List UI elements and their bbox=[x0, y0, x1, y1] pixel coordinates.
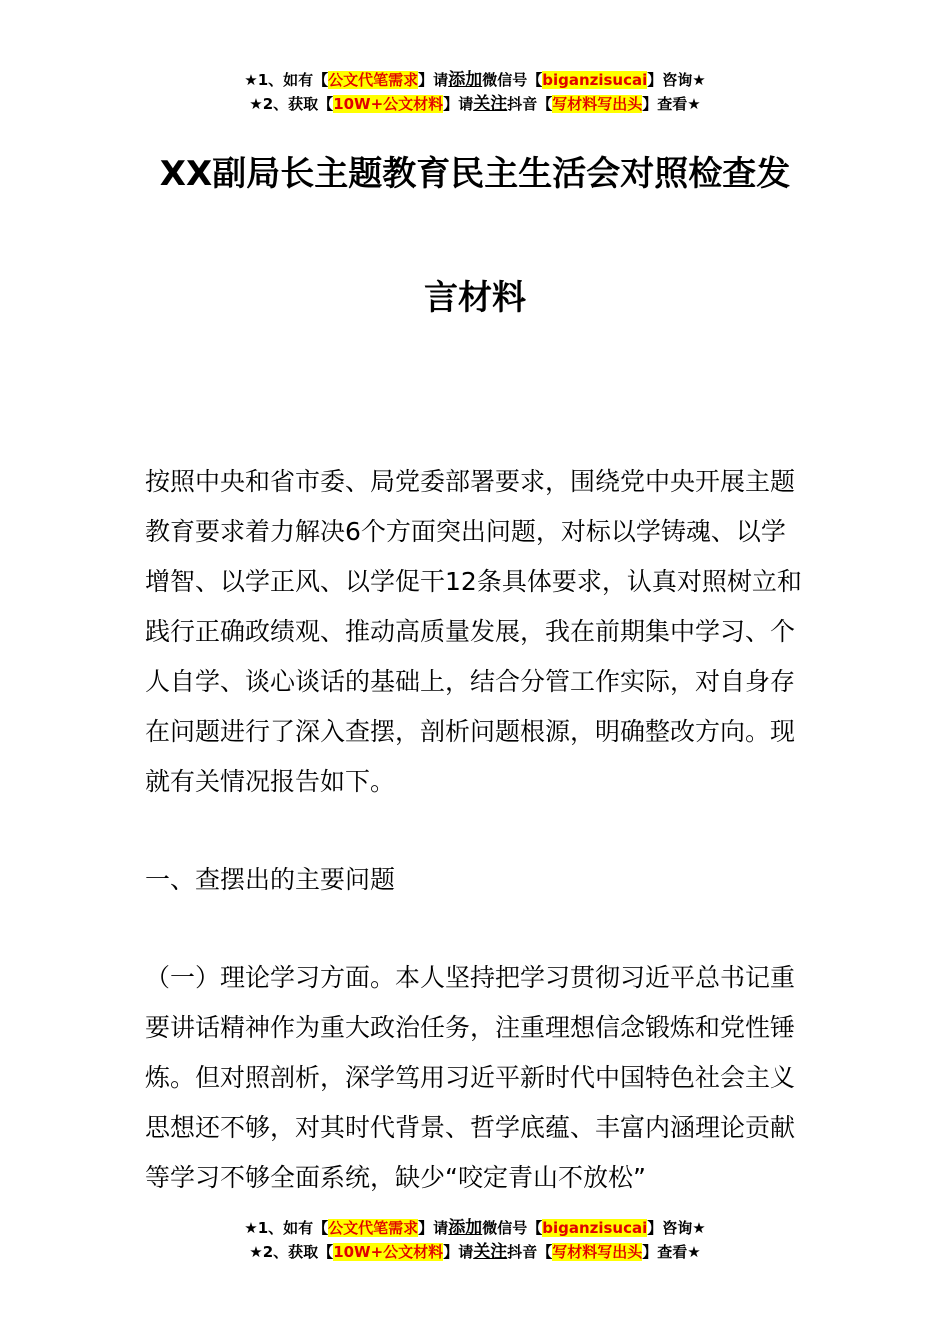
promo-text: 】请 bbox=[443, 1243, 474, 1261]
promo-text: 抖音【 bbox=[507, 1243, 553, 1261]
promo-text: 微信号【 bbox=[482, 1219, 543, 1237]
promo-line-1 bbox=[0, 68, 950, 92]
promo-highlight: 写材料写出头 bbox=[552, 1243, 643, 1261]
promo-text: 微信号【 bbox=[482, 71, 543, 89]
promo-underlined: 关注 bbox=[473, 94, 508, 114]
promo-text: ★1、如有【 bbox=[244, 1219, 329, 1237]
promo-highlight: 写材料写出头 bbox=[552, 95, 643, 113]
promo-text: ★2、获取【 bbox=[249, 95, 334, 113]
body-paragraph-intro bbox=[145, 457, 810, 807]
document-title-line-2: 言材料 bbox=[424, 278, 526, 318]
paragraph-text: （一）理论学习方面。本人坚持把学习贯彻习近平总书记重要讲话精神作为重大政治任务，注重理想信念锻炼和党性锤炼。但对照剖析，深学笃用习近平新时代中国特色社会主义思想还不够，对其时代背景、哲学底蕴、丰富内涵理论贡献等学习不够全面系统，缺少“咬定青山不放松” bbox=[145, 963, 796, 1192]
promo-text: 】咨询★ bbox=[647, 1219, 706, 1237]
section-heading bbox=[145, 855, 810, 905]
promo-highlight: 公文代笔需求 bbox=[328, 1219, 419, 1237]
promo-underlined: 添加 bbox=[448, 1218, 483, 1238]
promo-highlight: biganzisucai bbox=[542, 71, 648, 89]
promo-line-1 bbox=[0, 1216, 950, 1240]
heading-text: 一、查摆出的主要问题 bbox=[145, 865, 396, 894]
promo-underlined: 关注 bbox=[473, 1242, 508, 1262]
promo-text: ★2、获取【 bbox=[249, 1243, 334, 1261]
promo-highlight: 10W+公文材料 bbox=[333, 95, 444, 113]
promo-line-2 bbox=[0, 92, 950, 116]
promo-text: 】请 bbox=[443, 95, 474, 113]
promo-highlight: 公文代笔需求 bbox=[328, 71, 419, 89]
body-paragraph-theory bbox=[145, 953, 810, 1203]
promo-text: ★1、如有【 bbox=[244, 71, 329, 89]
promo-highlight: biganzisucai bbox=[542, 1219, 648, 1237]
promo-underlined: 添加 bbox=[448, 70, 483, 90]
promo-highlight: 10W+公文材料 bbox=[333, 1243, 444, 1261]
promo-line-2 bbox=[0, 1240, 950, 1264]
document-title-line-1: XX副局长主题教育民主生活会对照检查发 bbox=[159, 154, 791, 194]
promo-text: 】查看★ bbox=[642, 1243, 701, 1261]
paragraph-text: 按照中央和省市委、局党委部署要求，围绕党中央开展主题教育要求着力解决6个方面突出问题，对标以学铸魂、以学增智、以学正风、以学促干12条具体要求，认真对照树立和践行正确政绩观、推动高质量发展，我在前期集中学习、个人自学、谈心谈话的基础上，结合分管工作实际，对自身存在问题进行了深入查摆，剖析问题根源，明确整改方向。现就有关情况报告如下。 bbox=[145, 467, 802, 796]
promo-text: 】咨询★ bbox=[647, 71, 706, 89]
promo-banner-top bbox=[0, 68, 950, 116]
promo-text: 抖音【 bbox=[507, 95, 553, 113]
promo-text: 】请 bbox=[418, 1219, 449, 1237]
promo-text: 】请 bbox=[418, 71, 449, 89]
promo-text: 】查看★ bbox=[642, 95, 701, 113]
promo-banner-bottom bbox=[0, 1216, 950, 1264]
